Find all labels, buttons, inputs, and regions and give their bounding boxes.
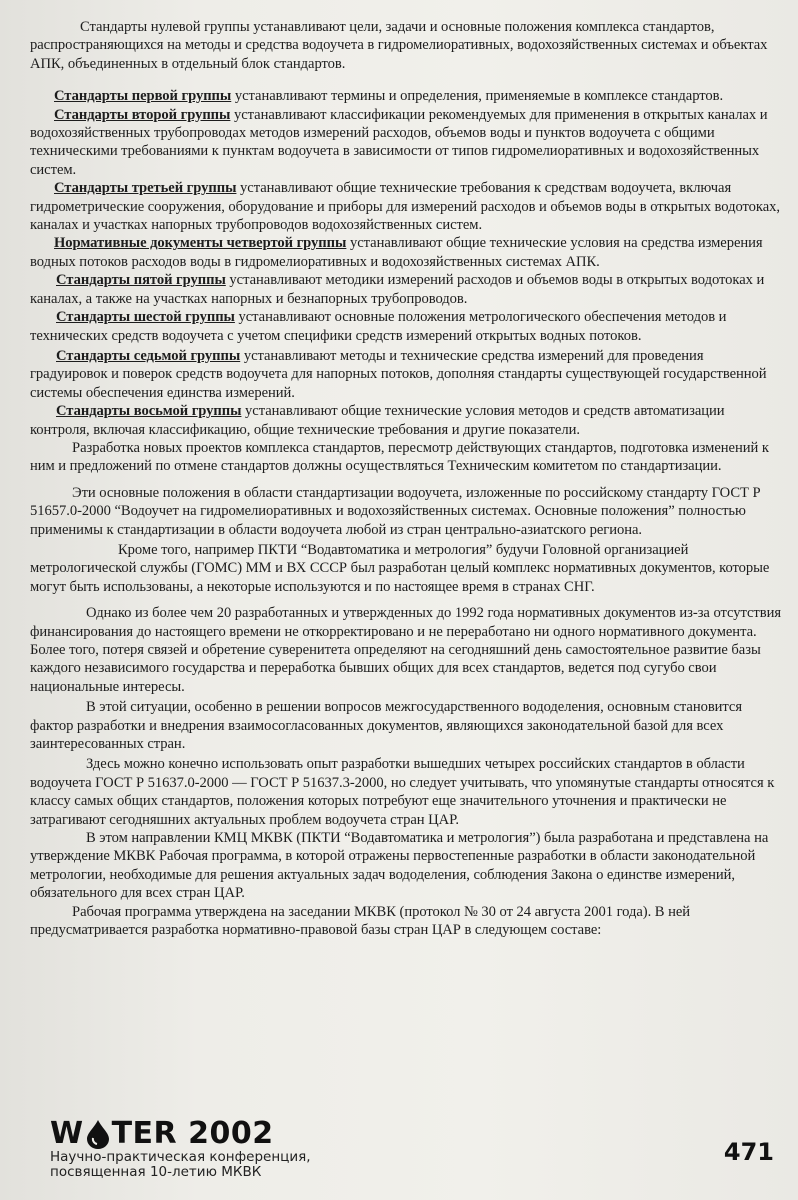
paragraph: [30, 541, 782, 596]
paragraph-text: устанавливают методики измерений расходов и объемов воды в открытых водотоках и каналах, а также на участках напорных и безнапорных трубопроводов.: [30, 272, 765, 307]
paragraph: [30, 234, 782, 271]
page-number: 471: [723, 1138, 774, 1166]
paragraph-text: Эти основные положения в области стандартизации водоучета, изложенные по российскому стандарту ГОСТ Р 51657.0-2000 “Водоучет на гидромелиоративных и водохозяйственных системах. Основные положения” полностью применимы к стандартизации в области водоучета любой из стран центрально-азиатского региона.: [30, 484, 761, 538]
paragraph-text: устанавливают общие технические требования к средствам водоучета, включая гидрометрические сооружения, оборудование и приборы для измерений расходов и объемов воды в открытых водотоках, каналах и участках напорных трубопроводов водохозяйственных систем.: [30, 180, 781, 234]
paragraph: [30, 484, 782, 539]
paragraph-text: устанавливают методы и технические средства измерений для проведения градуировок и поверок средств водоучета для напорных потоков, дополняя стандарты существующей государственной системы обеспечения единства измерений.: [30, 347, 767, 401]
paragraph: [30, 179, 782, 234]
paragraph-lead: Стандарты второй группы: [54, 106, 231, 123]
paragraph-lead: Стандарты третьей группы: [54, 180, 237, 197]
paragraph-text: устанавливают общие технические условия методов и средств автоматизации контроля, включая классификацию, общие технические требования и другие показатели.: [30, 403, 725, 438]
water-drop-icon: [85, 1119, 111, 1149]
paragraph: [30, 698, 782, 753]
paragraph-text: устанавливают термины и определения, применяемые в комплексе стандартов.: [231, 88, 724, 105]
paragraph-lead: Стандарты первой группы: [54, 88, 232, 105]
paragraph-text: Рабочая программа утверждена на заседании МКВК (протокол № 30 от 24 августа 2001 года). В ней предусматривается разработка нормативно-правовой базы стран ЦАР в следующем составе:: [30, 903, 691, 939]
paragraph-text: В этой ситуации, особенно в решении вопросов межгосударственного вододеления, основным становится фактор разработки и внедрения взаимосогласованных документов, являющихся законодательной базой для всех заинтересованных стран.: [30, 699, 743, 753]
water-2002-logo: [50, 1118, 780, 1150]
paragraph-lead: Стандарты седьмой группы: [56, 347, 241, 364]
paragraph: [30, 18, 782, 73]
body-text: [30, 18, 782, 940]
paragraph-text: устанавливают классификации рекомендуемых для применения в открытых каналах и водохозяйственных трубопроводах методов измерений расходов, объемов воды и пунктов водоучета с общими техническими требованиями к пунктам водоучета в зависимости от типов гидромелиоративных и водохозяйственных систем.: [30, 106, 768, 178]
paragraph-lead: Стандарты шестой группы: [56, 309, 235, 326]
paragraph: [30, 755, 782, 829]
logo-text-left: W: [50, 1116, 84, 1151]
paragraph-lead: Стандарты пятой группы: [56, 272, 226, 289]
paragraph: [30, 347, 782, 402]
conference-line-2: посвященная 10-летию МКВК: [50, 1164, 262, 1180]
paragraph-lead: Нормативные документы четвертой группы: [54, 235, 347, 252]
paragraph-text: Стандарты нулевой группы устанавливают цели, задачи и основные положения комплекса стандартов, распространяющихся на методы и средства водоучета в гидромелиоративных, водохозяйственных системах и объектах АПК, объединенных в отдельный блок стандартов.: [30, 19, 768, 72]
paragraph: [30, 829, 782, 903]
paragraph: [30, 271, 782, 308]
paragraph-text: устанавливают основные положения метрологического обеспечения методов и технических средств водоучета с учетом специфики средств измерений открытых водных потоков.: [30, 309, 727, 344]
paragraph: [30, 903, 782, 940]
page-footer: [50, 1118, 780, 1188]
paragraph: [30, 308, 782, 345]
paragraph-text: Здесь можно конечно использовать опыт разработки вышедших четырех российских стандартов в области водоучета ГОСТ Р 51637.0-2000 — ГОСТ Р 51637.3-2000, но следует учитывать, что упомянутые стандарты относятся к классу самых общих стандартов, положения которых потребуют еще значительного уточнения и практически не затрагивают сегодняшних актуальных проблем водоучета стран ЦАР.: [30, 756, 775, 828]
paragraph-text: Однако из более чем 20 разработанных и утвержденных до 1992 года нормативных документов из-за отсутствия финансирования до настоящего времени не откорректировано и не переработано ни одного нормативного документа. Более того, потеря связей и обретение суверенитета определяют на сегодняшний день самостоятельное развитие базы каждого независимого государства и переработка бывших общих для всех стандартов, ведется под сугубо свои национальные интересы.: [30, 605, 782, 695]
conference-line-1: Научно-практическая конференция,: [50, 1149, 311, 1165]
logo-text-right: TER 2002: [111, 1116, 274, 1151]
paragraph: [30, 402, 782, 439]
paragraph: [30, 604, 782, 696]
paragraph-lead: Стандарты восьмой группы: [56, 403, 242, 420]
paragraph: [30, 87, 782, 105]
paragraph: [30, 439, 782, 476]
paragraph-text: устанавливают общие технические условия на средства измерения водных потоков расходов воды в гидромелиоративных и водохозяйственных системах АПК.: [30, 235, 763, 270]
paragraph-text: Кроме того, например ПКТИ “Водавтоматика и метрология” будучи Головной организацией метрологической службы (ГОМС) ММ и ВХ СССР был разработан целый комплекс нормативных документов, которые могут быть использованы, а некоторые используются и по настоящее время в странах СНГ.: [30, 541, 770, 595]
paragraph: [30, 106, 782, 180]
paragraph-text: Разработка новых проектов комплекса стандартов, пересмотр действующих стандартов, подготовка изменений к ним и предложений по отмене стандартов должны осуществляться Техническим комитетом по стандартизации.: [30, 439, 769, 475]
paragraph-text: В этом направлении КМЦ МКВК (ПКТИ “Водавтоматика и метрология”) была разработана и представлена на утверждение МКВК Рабочая программа, в которой отражены первостепенные разработки в области законодательной метрологии, необходимые для решения актуальных задач вододеления, соблюдения Закона о единстве измерений, обязательного для всех стран ЦАР.: [30, 830, 769, 902]
